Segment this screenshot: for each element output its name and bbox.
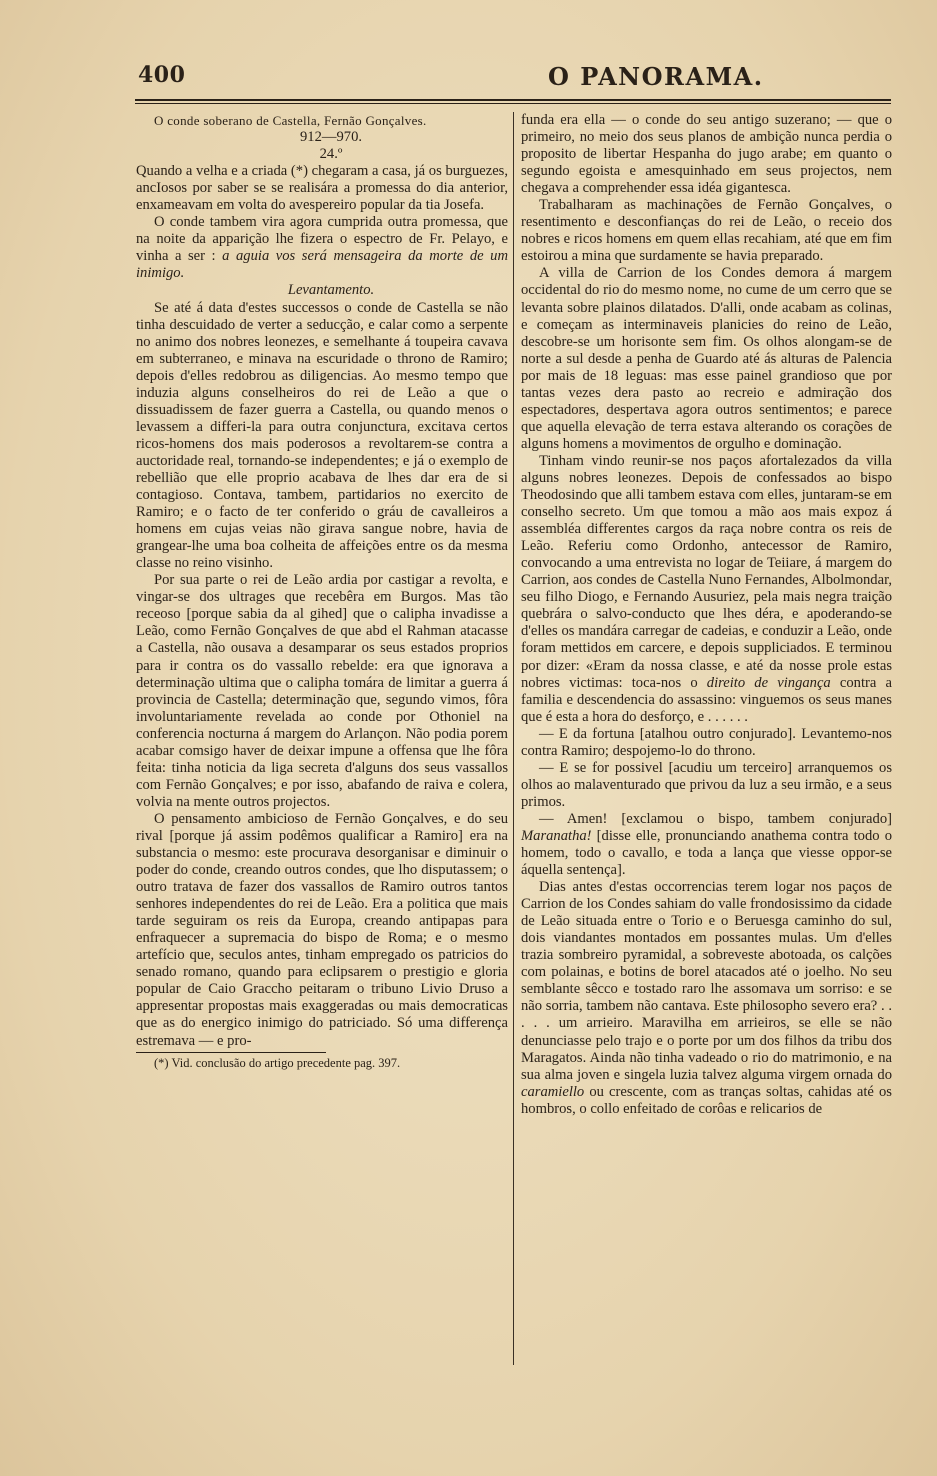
paragraph-text: — Amen! [exclamou o bispo, tambem conjurado]: [539, 810, 892, 827]
page-header: [138, 60, 890, 100]
paragraph: Trabalharam as machinações de Fernão Gonçalves, o resentimento e desconfianças do rei de Leão, o receio dos nobres e ricos homens em quem ellas recahiam, até que em fim estoirou a mina que surdamente se havia preparado.: [521, 197, 892, 265]
paragraph: [136, 214, 508, 282]
journal-title: O PANORAMA.: [548, 62, 764, 91]
paragraph-text: contra a familia e descendencia do assassino: vinguemos os seus manes que é esta a hora do desforço, e . . . . . .: [521, 674, 892, 725]
paragraph: A villa de Carrion de los Condes demora á margem occidental do rio do mesmo nome, no cume de um cerro que se levanta sobre plainos dilatados. D'alli, onde acabam as colinas, e começam as interminaveis planicies do reino de Leão, descobre-se um horisonte sem fim. Os olhos alongam-se de norte a sul desde a penha de Guardo até ás alturas de Palencia por mais de 18 leguas: mas esse painel grandioso que por tantas vezes dera pasto ao recreio e admiração dos espectadores, despertava agora outros sentimentos; e parece que aquella elevação de terra estava alterando os corações de alguns homens a movimentos de orgulho e dominação.: [521, 265, 892, 452]
dialogue-line: — E se for possivel [acudiu um terceiro] arranquemos os olhos ao malaventurado que privou da luz a seu irmão, e a seus primos.: [521, 759, 892, 810]
page-number: 400: [138, 62, 186, 88]
header-rule-thin: [135, 103, 891, 104]
emphasis: Maranatha!: [521, 827, 592, 844]
paragraph-text: Tinham vindo reunir-se nos paços afortalezados da villa alguns nobres leonezes. Depois de confessados ao bispo Theodosindo que alli tambem estava com elles, juntaram-se em conselho secreto. Um que tomou a mão aos mais expoz á assembléa differentes cargos da raça nobre contra os reis de Leão. Referiu como Ordonho, antecessor de Ramiro, convocando a uma entrevista no logar de Teiiare, á margem do Carrion, aos condes de Castella Nuno Fernandes, Albolmondar, seu filho Diogo, e Fernando Ausuriez, pela mais negra traição quebrára o salvo-conducto que lhes déra, e apoderando-se d'elles os mandára carregar de cadeias, e conduzir a Leão, onde foram mettidos em carcere, e depois suppliciados. E terminou por dizer: «Eram da nossa classe, e até da nosse prole estas nobres victimas: toca-nos o: [521, 452, 892, 691]
column-divider: [513, 112, 514, 1365]
paragraph: Quando a velha e a criada (*) chegaram a casa, já os burguezes, ancIosos por saber se se realisára a promessa do dia anterior, enxameavam em volta do avespereiro popular da tia Josefa.: [136, 163, 508, 214]
quoted-prophecy: a aguia vos será mensageira da morte de um inimigo.: [136, 248, 508, 282]
article-dates: 912—970.: [299, 129, 363, 146]
paragraph-text: O conde tambem vira agora cumprida outra promessa, que na noite da apparição lhe fizera o espectro de Fr. Pelayo, e vinha a ser :: [136, 214, 508, 265]
paragraph: O pensamento ambicioso de Fernão Gonçalves, e do seu rival [porque já assim podêmos qualificar a Ramiro] era na substancia o mesmo: este procurava desorganisar e diminuir o poder do conde, creando outros condes, que lho disputassem; o outro tratava de fazer dos vassallos de Ramiro outros tantos senhores independentes do rei de Leão. Era a politica que mais tarde seguiram os reis da Europa, creando antipapas para enfraquecer a supremacia do bispo de Roma; e o mesmo artefício que, seculos antes, tinham empregado os patricios do senado romano, quando para eclipsarem o prestigio e gloria popular de Caio Graccho peitaram o tribuno Livio Druso a appresentar propostas mais exaggeradas ou mais democraticas que as do energico inimigo do patriciado. Só uma differença estremava — e pro-: [136, 810, 508, 1049]
paragraph: funda era ella — o conde do seu antigo suzerano; — que o primeiro, no meio dos seus planos de ambição nunca perdia o proposito de libertar Hespanha do jugo arabe; em quanto o segundo egoista e amesquinhado em seus projectos, nem chegava a comprehender essa idéa gigantesca.: [521, 112, 892, 197]
paragraph-text: [disse elle, pronunciando anathema contra todo o homem, todo o cavallo, e toda a lança que viesse oppor-se áquella sentença].: [521, 827, 892, 879]
left-column: [136, 112, 508, 1072]
right-column: [521, 112, 892, 1118]
article-title: O conde soberano de Castella, Fernão Gonçalves.: [154, 113, 427, 128]
chapter-number: 24.º: [319, 146, 343, 163]
paragraph: Por sua parte o rei de Leão ardia por castigar a revolta, e vingar-se dos ultrages que recebêra em Burgos. Mas tão receoso [porque sabia da al gihed] que o calipha invadisse a Leão, como Fernão Gonçalves de que abd el Rahman atacasse a Castella, não ousava a desamparar os seus estados proprios para ir contra os do vassallo rebelde: era que ignorava a determinação ultima que o calipha tomára de limitar a guerra á provincia de Castella; determinação que, segundo vimos, fôra involuntariamente revelada ao conde por Othoniel na conferencia nocturna á margem do Arlançon. Não podia porem acabar comsigo haver de deixar impune a offensa que lhe fôra feita: tinha noticia da liga secreta d'alguns dos seus vassallos com Fernão Gonçalves; e por isso, abafando de raiva e colera, volvia na mente outros projectos.: [136, 572, 508, 810]
paragraph-text: Dias antes d'estas occorrencias terem logar nos paços de Carrion de los Condes sahiam do valle frondosissimo da cidade de Leão situada entre o Torio e o Beruesga caminho do sul, dois viandantes montados em possantes mulas. Um d'elles trazia sombreiro pyramidal, a sobreveste abotoada, os calções com polainas, e botins de borel atacados até o joelho. No seu semblante sêcco e tostado raro lhe assomava um sorriso: e se não sorria, tambem não cantava. Este philosopho severo era? . . . . . um arrieiro. Maravilha em arrieiros, se elle se não denunciasse pelo trajo e o porte por um dos filhos da tribu dos Maragatos. Ainda não tinha vadeado o rio do matrimonio, e na sua alma joven e singela luzia talvez alguma virgem ornada do: [521, 879, 892, 1083]
emphasis: direito de vingança: [706, 674, 831, 691]
paragraph: [521, 453, 892, 726]
footnote-rule: [136, 1052, 326, 1053]
header-rule: [135, 99, 891, 101]
section-heading: Levantamento.: [287, 282, 375, 299]
paragraph-text: ou crescente, com as tranças soltas, cahidas até os hombros, o collo enfeitado de corôas e relicarios de: [521, 1083, 892, 1117]
footnote: (*) Vid. conclusão do artigo precedente pag. 397.: [154, 1055, 401, 1070]
dialogue-line: [521, 811, 892, 879]
emphasis: caramiello: [521, 1083, 585, 1100]
paragraph: Se até á data d'estes successos o conde de Castella se não tinha descuidado de verter a seducção, e calar como a serpente no animo dos nobres leonezes, e semelhante á toupeira cavava em subterraneo, e minava na escuridade o throno de Ramiro; depois d'elles redobrou as diligencias. Ao mesmo tempo que induzia alguns conselheiros do rei de Leão a que o dissuadissem de fazer guerra a Castella, ou quando menos o levassem a differi-la para outra conjunctura, excitava certos ricos-homens dos mais poderosos a revoltarem-se contra a auctoridade real, tornando-se independentes; e já o exemplo de rebellião que elle proprio acabava de lhes dar era de si contagioso. Contava, tambem, partidarios no exercito de Ramiro; e o facto de ter conferido o gráu de cavalleiros a homens em cujas veias não girava sangue nobre, havia de grangear-lhe uma boa colheita de affeições entre os da mesma classe no reino visinho.: [136, 299, 508, 572]
dialogue-line: — E da fortuna [atalhou outro conjurado]. Levantemo-nos contra Ramiro; despojemo-lo do throno.: [521, 725, 892, 759]
paragraph: [521, 879, 892, 1118]
